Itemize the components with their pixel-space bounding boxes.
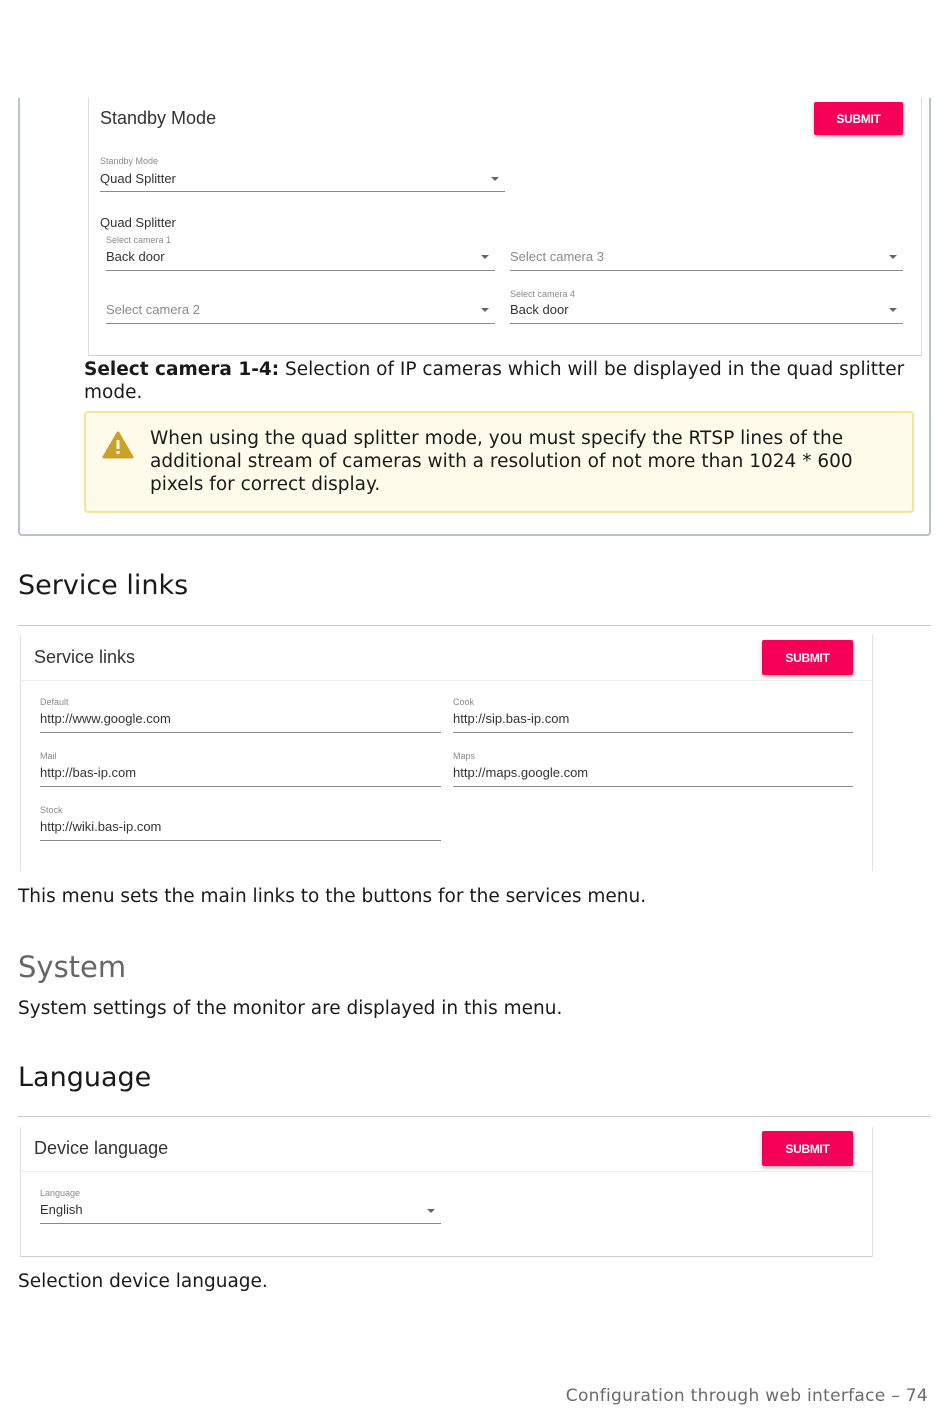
camera-3-select[interactable]	[510, 232, 903, 271]
card-title: Device language	[34, 1138, 169, 1158]
submit-button[interactable]: SUBMIT	[762, 1131, 853, 1166]
field-label: Stock	[40, 805, 63, 815]
service-links-description: This menu sets the main links to the buttons for the services menu.	[18, 886, 647, 907]
camera-note	[84, 358, 914, 404]
card-title: Service links	[34, 647, 136, 667]
chevron-down-icon	[481, 255, 489, 259]
field-value: http://bas-ip.com	[40, 765, 137, 780]
card-header-divider	[21, 680, 872, 681]
chevron-down-icon	[889, 308, 897, 312]
field-label: Select camera 4	[510, 289, 576, 299]
device-language-card	[20, 1127, 873, 1257]
maps-link-field[interactable]	[453, 748, 853, 787]
field-label: Maps	[453, 751, 476, 761]
camera-note-term: Select camera 1-4:	[84, 359, 280, 380]
default-link-field[interactable]	[40, 694, 441, 733]
field-label: Select camera 1	[106, 235, 172, 245]
field-label: Language	[40, 1188, 81, 1198]
stock-link-field[interactable]	[40, 802, 441, 841]
field-value: http://maps.google.com	[453, 765, 589, 780]
divider	[18, 1116, 931, 1117]
mail-link-field[interactable]	[40, 748, 441, 787]
camera-4-select[interactable]	[510, 286, 903, 324]
field-value: http://wiki.bas-ip.com	[40, 819, 162, 834]
field-value: http://sip.bas-ip.com	[453, 711, 570, 726]
service-links-card	[20, 635, 873, 871]
section-heading-language: Language	[18, 1062, 152, 1093]
field-value: http://www.google.com	[40, 711, 171, 726]
card-title: Standby Mode	[100, 108, 217, 128]
field-value: Back door	[106, 249, 165, 264]
submit-button[interactable]: SUBMIT	[762, 640, 853, 675]
section-heading-system: System	[18, 950, 127, 984]
warning-icon	[102, 431, 134, 459]
field-value: Quad Splitter	[100, 171, 176, 186]
field-value: Back door	[510, 302, 569, 317]
field-label: Mail	[40, 751, 57, 761]
warning-text: When using the quad splitter mode, you must specify the RTSP lines of the additional stream of cameras with a resolution of not more than 1024 * 600 pixels for correct display.	[150, 428, 853, 495]
field-placeholder: Select camera 3	[510, 249, 604, 264]
chevron-down-icon	[889, 255, 897, 259]
cook-link-field[interactable]	[453, 694, 853, 733]
standby-mode-select[interactable]	[100, 152, 505, 192]
camera-1-select[interactable]	[106, 232, 495, 271]
card-header-divider	[21, 1171, 872, 1172]
field-label: Standby Mode	[100, 156, 159, 166]
field-label: Cook	[453, 697, 475, 707]
chevron-down-icon	[491, 177, 499, 181]
camera-note-text: Selection of IP cameras which will be displayed in the quad splitter mode.	[84, 359, 905, 403]
language-select[interactable]	[40, 1185, 441, 1224]
field-value: English	[40, 1202, 83, 1217]
divider	[18, 625, 931, 626]
field-placeholder: Select camera 2	[106, 302, 200, 317]
standby-mode-card	[88, 98, 922, 356]
chevron-down-icon	[427, 1209, 435, 1213]
quad-splitter-heading: Quad Splitter	[100, 215, 176, 230]
camera-2-select[interactable]	[106, 286, 495, 324]
chevron-down-icon	[481, 308, 489, 312]
section-heading-service-links: Service links	[18, 570, 189, 601]
field-label: Default	[40, 697, 69, 707]
page-footer: Configuration through web interface – 74	[565, 1386, 928, 1406]
language-description: Selection device language.	[18, 1271, 268, 1292]
system-description: System settings of the monitor are displayed in this menu.	[18, 998, 563, 1019]
submit-button[interactable]: SUBMIT	[814, 102, 903, 135]
warning-callout	[84, 411, 914, 513]
